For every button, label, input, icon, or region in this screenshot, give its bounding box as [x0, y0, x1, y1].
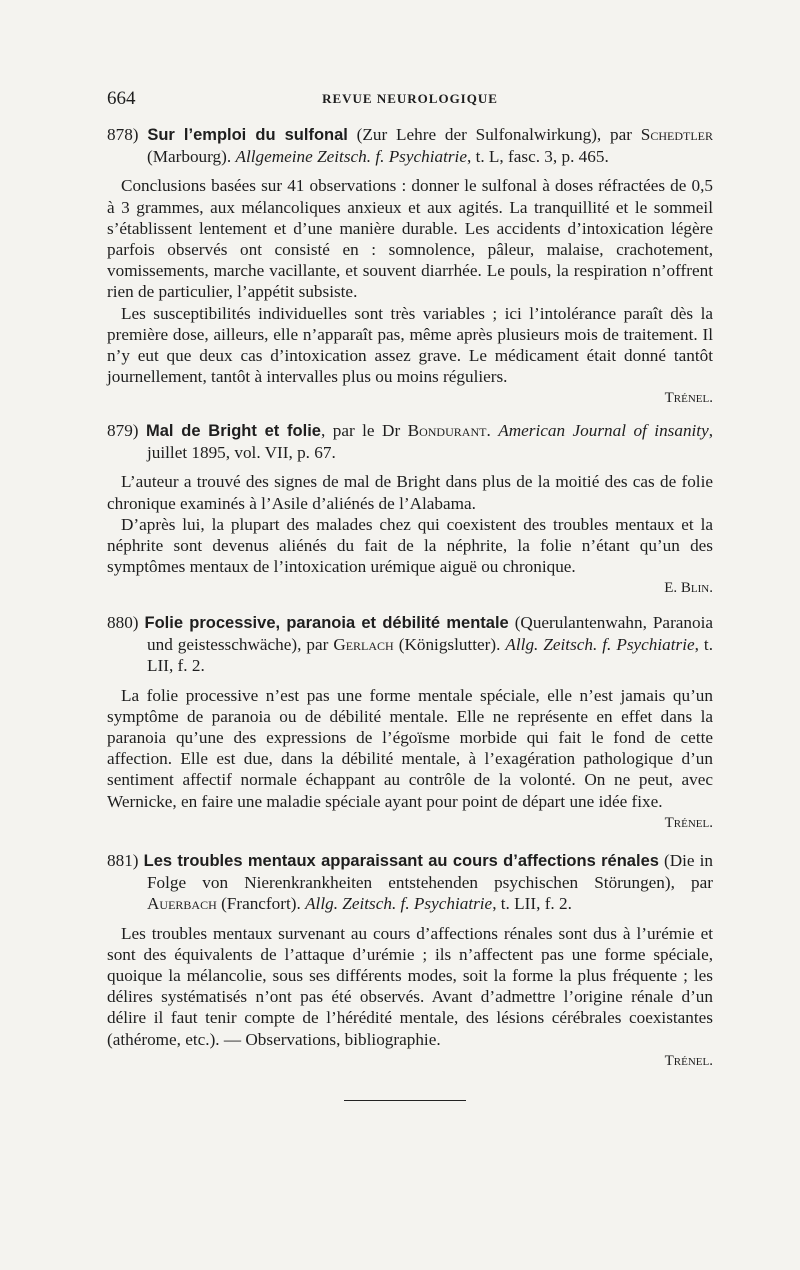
entry-journal: Allg. Zeitsch. f. Psychiatrie — [305, 894, 493, 914]
entry-journal: Allg. Zeitsch. f. Psychiatrie — [505, 635, 695, 655]
entry-author: Auerbach — [147, 894, 217, 914]
entry-author: Gerlach — [333, 635, 394, 655]
entry-author: Schedtler — [640, 125, 714, 144]
page-header — [107, 88, 713, 112]
entry-signature: Trénel. — [664, 1052, 713, 1069]
entry-title-line: 881) Les troubles mentaux apparaissant au cours d’affections rénales (Die in Folge von Nierenkrankheiten entstehenden psychischen Störungen), par Auerbach (Francfort). Allg. Zeitsch. f. Psychiatrie, t. LII, f. 2. — [107, 851, 713, 914]
entry-paragraph: D’après lui, la plupart des malades chez qui coexistent des troubles mentaux et la néphrite sont devenus aliénés du fait de la néphrite, la folie n’étant qu’un des symptômes mentaux de l’intoxication urémique aiguë ou chronique. — [107, 514, 713, 577]
entry-signature: Trénel. — [664, 390, 713, 407]
entry-signature: Trénel. — [664, 814, 713, 831]
entry-title: Mal de Bright et folie — [146, 422, 321, 440]
entry-title-line: 879) Mal de Bright et folie, par le Dr Bondurant. American Journal of insanity, juillet 1895, vol. VII, p. 67. — [107, 421, 714, 463]
entry-878 — [107, 124, 713, 410]
entry-title: Folie processive, paranoia et débilité mentale — [144, 614, 509, 632]
entry-880 — [107, 612, 713, 834]
entry-author: Bondurant — [407, 421, 487, 440]
entry-signature: E. Blin. — [664, 580, 713, 597]
running-title: REVUE NEUROLOGIQUE — [322, 91, 498, 106]
entry-879 — [107, 420, 713, 600]
page-number: 664 — [107, 88, 136, 109]
entry-881 — [107, 850, 713, 1072]
entry-title-line: 878) Sur l’emploi du sulfonal (Zur Lehre der Sulfonalwirkung), par Schedtler (Marbourg). Allgemeine Zeitsch. f. Psychiatrie, t. L, fasc. 3, p. 465. — [107, 125, 714, 167]
entry-journal: American Journal of insanity — [498, 421, 709, 440]
entry-paragraph: La folie processive n’est pas une forme mentale spéciale, elle n’est jamais qu’un symptôme de paranoia ou de débilité mentale. Elle ne représente en effet dans la paranoia qu’une des expressions de l’égoïsme morbide qui fait le fond de cette affection. Elle est due, dans la débilité mentale, à l’exagération pathologique d’un sentiment affectif normale échappant au contrôle de la volonté. On ne peut, avec Wernicke, en faire une maladie spéciale ayant pour point de départ une idée fixe. — [107, 685, 713, 811]
entry-title-line: 880) Folie processive, paranoia et débilité mentale (Querulantenwahn, Paranoia und geistesschwäche), par Gerlach (Königslutter). Allg. Zeitsch. f. Psychiatrie, t. LII, f. 2. — [107, 613, 714, 676]
entry-paragraph: L’auteur a trouvé des signes de mal de Bright dans plus de la moitié des cas de folie chronique examinés à l’Asile d’aliénés de l’Alabama. — [107, 472, 713, 513]
entry-paragraph: Conclusions basées sur 41 observations : donner le sulfonal à doses réfractées de 0,5 à 3 grammes, aux mélancoliques anxieux et aux agités. La tranquillité et le sommeil s’établissent lentement et d’une manière durable. Les accidents d’intoxication légère parfois observés ont consisté en : somnolence, pâleur, malaise, crachotement, vomissements, marche vacillante, et souvent diarrhée. Le pouls, la respiration n’offrent rien de particulier, l’appétit subsiste. — [107, 176, 713, 302]
entry-journal: Allgemeine Zeitsch. f. Psychiatrie — [235, 147, 467, 167]
entry-title: Sur l’emploi du sulfonal — [147, 126, 348, 144]
entry-paragraph: Les troubles mentaux survenant au cours d’affections rénales sont dus à l’urémie et sont des équivalents de l’attaque d’urémie ; ils n’affectent pas une forme spéciale, quoique la mélancolie, sous ses différents modes, soit la forme la plus fréquente ; les délires systématisés n’ont pas été observés. Avant d’admettre l’origine rénale d’un délire il faut tenir compte de l’hérédité mentale, des lésions cérébrales coexistantes (athérome, etc.). — Observations, bibliographie. — [107, 923, 713, 1049]
closing-rule — [344, 1100, 466, 1101]
entry-paragraph: Les susceptibilités individuelles sont très variables ; ici l’intolérance paraît dès la première dose, ailleurs, elle n’apparaît pas, même après plusieurs mois de traitement. Il n’y eut que deux cas d’intoxication assez grave. Le médicament était donné tantôt journellement, tantôt à intervalles plus ou moins réguliers. — [107, 303, 713, 387]
entry-title: Les troubles mentaux apparaissant au cours d’affections rénales — [143, 852, 659, 870]
